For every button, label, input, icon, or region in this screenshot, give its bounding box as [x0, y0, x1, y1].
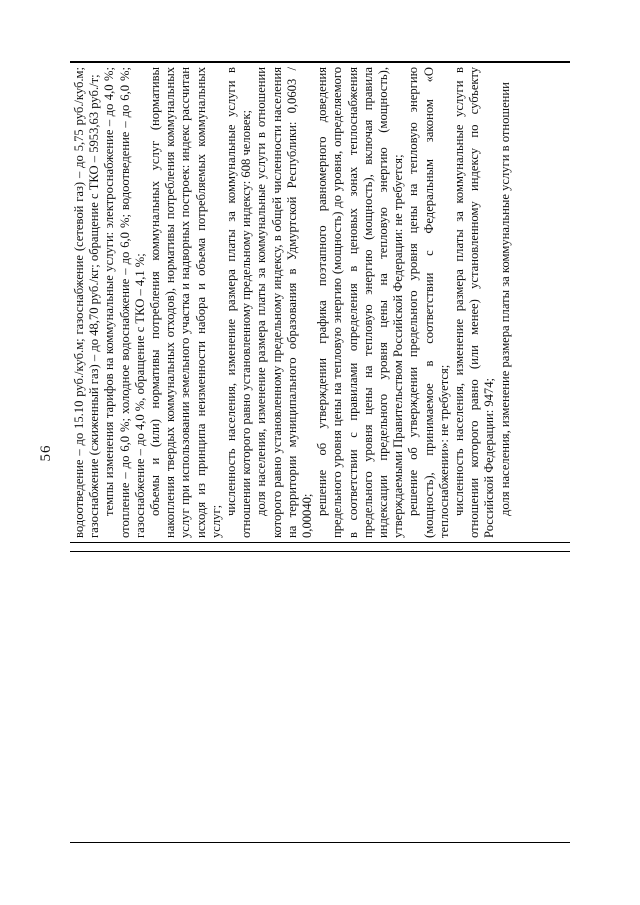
- paragraph: решение об утверждении предельного уровня цены на тепловую энергию (мощность), принимаемое в соответствии с Федеральным законом «О теплоснабжении»: не требуется;: [406, 66, 451, 538]
- table-cell-text: [70, 63, 570, 543]
- paragraph: объемы и (или) нормативы потребления коммунальных услуг (нормативы накопления твердых коммунальных отходов), нормативы потребления коммунальных услуг при использовании земельного участка и надворных построек: индекс рассчитан исходя из принципа неизменности набора и объема потребляемых коммунальных услуг;: [148, 66, 223, 538]
- table: [70, 61, 570, 843]
- rotated-content: [38, 63, 570, 843]
- paragraph: водоотведение – до 15.10 руб./куб.м; газоснабжение (сетевой газ) – до 5,75 руб./куб.м; газоснабжение (сжиженный газ) – до 48,70 руб./кг; обращение с ТКО – 5953,63 руб./т;: [72, 66, 102, 538]
- page-number: 56: [38, 444, 54, 461]
- table-right-column: [70, 62, 570, 551]
- paragraph: темпы изменения тарифов на коммунальные услуги: электроснабжение – до 4,0 %; отопление – до 6,0 %; холодное водоснабжение – до 6,0 %; водоотведение – до 6,0 %; газоснабжение – до 4,0 %, обращение с ТКО – 4,1 %;: [102, 66, 147, 538]
- paragraph: решение об утверждении графика поэтапного равномерного доведения предельного уровня цены на тепловую энергию (мощность) до уровня, определяемого в соответствии с правилами определения в ценовых зонах теплоснабжения предельного уровня цены на тепловую энергию (мощность), включая правила индексации предельного уровня цены на тепловую энергию (мощность), утверждаемыми Правительством Российской Федерации: не требуется;: [315, 66, 406, 538]
- paragraph: доля населения, изменение размера платы за коммунальные услуги в отношении: [497, 81, 512, 516]
- paragraph: численность населения, изменение размера платы за коммунальные услуги в отношении которого равно установленному предельному индексу: 608 человек;: [224, 66, 254, 538]
- paragraph: численность населения, изменение размера платы за коммунальные услуги в отношении которого равно (или менее) установленному индексу по субъекту Российской Федерации: 9474;: [452, 66, 497, 538]
- paragraph: доля населения, изменение размера платы за коммунальные услуги в отношении которого равно установленному предельному индексу, в общей численности населения на территории муниципального образования в Удмуртской Республики: 0,0603 / 0,00040;: [254, 66, 315, 538]
- table-left-column: [70, 551, 570, 842]
